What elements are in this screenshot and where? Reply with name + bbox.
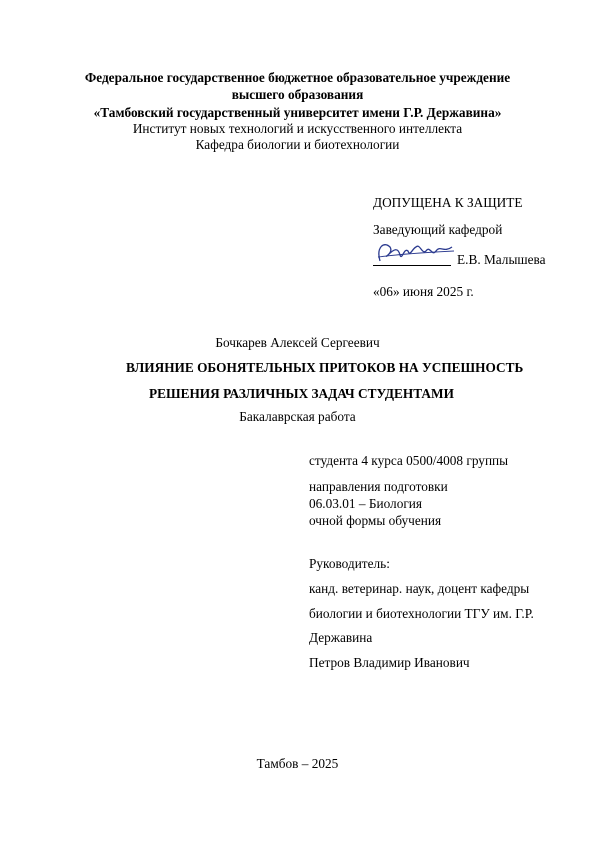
head-name: Е.В. Малышева bbox=[457, 252, 546, 267]
student-course: студента 4 курса 0500/4008 группы bbox=[309, 453, 509, 468]
approval-date: «06» июня 2025 г. bbox=[373, 284, 474, 299]
supervisor-university: Державина bbox=[309, 630, 373, 645]
supervisor-degree: канд. ветеринар. наук, доцент кафедры bbox=[309, 581, 530, 596]
signature-line bbox=[373, 265, 451, 266]
header-line-2: высшего образования bbox=[231, 87, 364, 102]
institute-name: Институт новых технологий и искусственного интеллекта bbox=[132, 121, 463, 136]
work-type: Бакалаврская работа bbox=[239, 409, 356, 424]
head-label: Заведующий кафедрой bbox=[373, 222, 503, 237]
supervisor-name: Петров Владимир Иванович bbox=[309, 655, 470, 670]
thesis-title-line-1: ВЛИЯНИЕ ОБОНЯТЕЛЬНЫХ ПРИТОКОВ НА УСПЕШНОСТЬ bbox=[126, 360, 524, 375]
author-name: Бочкарев Алексей Сергеевич bbox=[215, 335, 380, 350]
signature-icon bbox=[374, 233, 456, 269]
study-form: очной формы обучения bbox=[309, 513, 442, 528]
university-name: «Тамбовский государственный университет имени Г.Р. Державина» bbox=[93, 105, 502, 120]
header-line-1: Федеральное государственное бюджетное образовательное учреждение bbox=[84, 70, 511, 85]
supervisor-label: Руководитель: bbox=[309, 556, 390, 571]
city-year: Тамбов – 2025 bbox=[256, 756, 339, 771]
admitted-label: ДОПУЩЕНА К ЗАЩИТЕ bbox=[373, 195, 523, 210]
supervisor-department: биологии и биотехнологии ТГУ им. Г.Р. bbox=[309, 606, 534, 621]
department-name: Кафедра биологии и биотехнологии bbox=[195, 137, 400, 152]
thesis-title-line-2: РЕШЕНИЯ РАЗЛИЧНЫХ ЗАДАЧ СТУДЕНТАМИ bbox=[149, 386, 454, 401]
direction-label: направления подготовки bbox=[309, 479, 448, 494]
direction-code: 06.03.01 – Биология bbox=[309, 496, 423, 511]
